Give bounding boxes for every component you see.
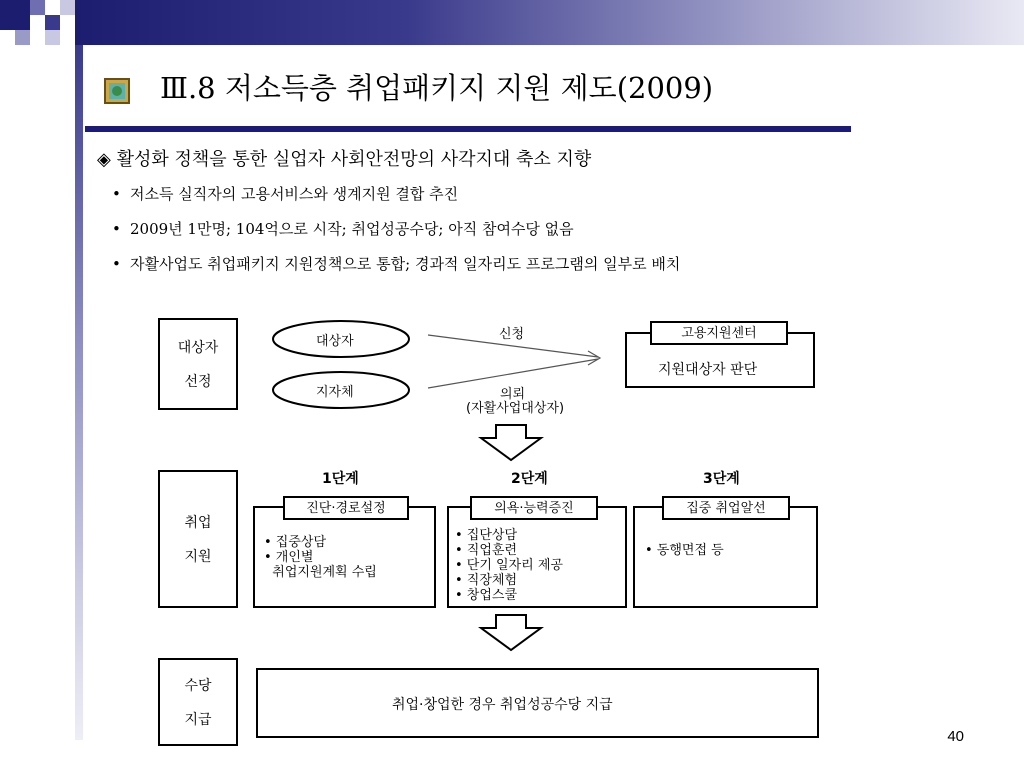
arrow-request-label: 의뢰 [500, 387, 526, 402]
step-3-items: • 동행면접 등 [645, 543, 724, 558]
header-left-decoration [0, 0, 75, 45]
step-2-items: • 집단상담 • 직업훈련 • 단기 일자리 제공 • 직장체험 • 창업스쿨 [455, 528, 563, 603]
step-3-header: 집중 취업알선 [662, 496, 790, 520]
step-2-header: 의욕·능력증진 [470, 496, 598, 520]
main-bullet: ◈ 활성화 정책을 통한 실업자 사회안전망의 사각지대 축소 지향 [97, 149, 592, 170]
section-employment-support: 취업 지원 [158, 470, 238, 608]
employment-center-header: 고용지원센터 [650, 321, 788, 345]
left-vertical-bar [75, 45, 83, 740]
header-gradient-bar [75, 0, 1024, 45]
step-2-label: 2단계 [511, 471, 548, 487]
step-1-items: • 집중상담 • 개인별 취업지원계획 수립 [264, 535, 377, 580]
ellipse-local-gov-label: 지자체 [316, 385, 354, 400]
slide-title: Ⅲ.8 저소득층 취업패키지 지원 제도(2009) [160, 71, 714, 105]
sub-bullet-1: • 저소득 실직자의 고용서비스와 생계지원 결합 추진 [112, 185, 459, 203]
allowance-text: 취업·창업한 경우 취업성공수당 지급 [392, 697, 613, 713]
down-arrow-2 [478, 614, 544, 652]
sub-bullet-3: • 자활사업도 취업패키지 지원정책으로 통합; 경과적 일자리도 프로그램의 일부로 배치 [112, 255, 681, 273]
step-3-label: 3단계 [703, 471, 740, 487]
step-1-header: 진단·경로설정 [283, 496, 409, 520]
picture-frame-icon [104, 78, 130, 104]
employment-center-body: 지원대상자 판단 [658, 362, 758, 378]
title-underline [85, 126, 851, 132]
sub-bullet-2: • 2009년 1만명; 104억으로 시작; 취업성공수당; 아직 참여수당 없음 [112, 220, 574, 238]
ellipse-target-label: 대상자 [316, 334, 354, 349]
arrow-apply-label: 신청 [499, 327, 525, 342]
section-allowance-payment: 수당 지급 [158, 658, 238, 746]
section-target-selection: 대상자 선정 [158, 318, 238, 410]
page-number: 40 [947, 728, 964, 745]
step-1-label: 1단계 [322, 471, 359, 487]
arrow-request-sub-label: (자활사업대상자) [466, 401, 565, 416]
down-arrow-1 [478, 424, 544, 462]
